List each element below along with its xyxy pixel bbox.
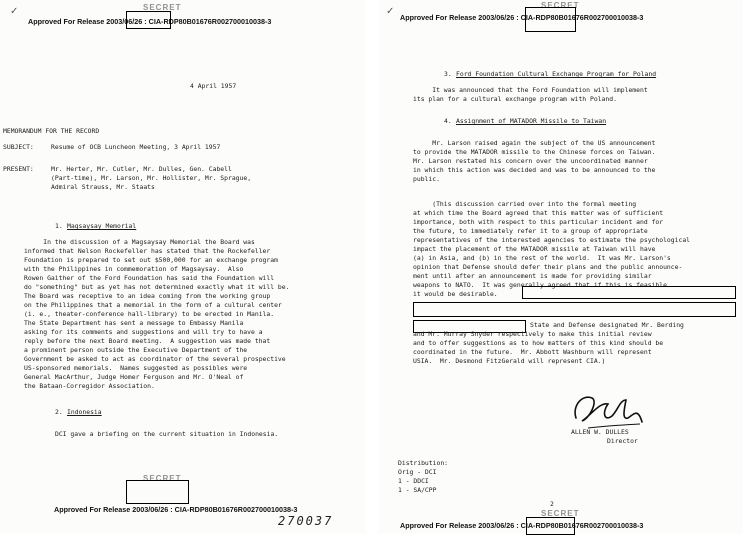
paragraph-line: General MacArthur, Judge Homer Ferguson and Mr. O'Neal of [24, 373, 244, 381]
paragraph-line: and to offer suggestions as to how matters of this kind should be [413, 339, 664, 347]
section-title: Ford Foundation Cultural Exchange Program for Poland [456, 70, 657, 78]
paragraph-line: informed that Nelson Rockefeller has stated that the Rockefeller [24, 247, 271, 255]
section-number: 3. [444, 70, 452, 78]
paragraph-line: weapons to NATO. It was generally agreed that if this is feasible [413, 281, 667, 289]
handwritten-number: 270037 [278, 514, 334, 528]
section-number: 2. [55, 408, 63, 416]
paragraph-line: It was announced that the Ford Foundation will implement [413, 86, 648, 94]
release-header-bottom: Approved For Release 2003/06/26 : CIA-RDP80B01676R002700010038-3 [54, 505, 298, 514]
scan-mark: ✓ [386, 6, 395, 17]
paragraph-line: The State Department has sent a message to Embassy Manila [24, 319, 244, 327]
present-line: Admiral Strauss, Mr. Staats [51, 183, 155, 191]
release-doc-id: CIA-RDP80B01676R002700010038-3 [148, 17, 272, 26]
redaction-box-footer [126, 480, 189, 504]
release-header-bottom: Approved For Release 2003/06/26 : CIA-RDP80B01676R002700010038-3 [400, 521, 644, 530]
paragraph-line: Rowen Gaither of the Ford Foundation has said the Foundation will [24, 274, 275, 282]
paragraph-line: its plan for a cultural exchange program with Poland. [413, 95, 617, 103]
paragraph-line: The Board was receptive to an idea coming from the working group [24, 292, 271, 300]
paragraph-line: do "something" but as yet has not determined exactly what it will be. [24, 283, 290, 291]
signature-title: Director [607, 437, 638, 445]
release-date: 2003/06/26 [132, 505, 169, 514]
paragraph-line: impact the placement of the MATADOR missile at Taiwan will have [413, 245, 656, 253]
paragraph-line: importance, both with respect to this particular incident and for [413, 218, 664, 226]
section-title: Magsaysay Memorial [67, 222, 137, 230]
subject-label: SUBJECT: [3, 143, 34, 151]
release-date: 2003/06/26 [478, 521, 515, 530]
paragraph-line: at which time the Board agreed that this matter was of sufficient [413, 209, 664, 217]
paragraph-line: ment until after an announcement is made for providing similar [413, 272, 652, 280]
paragraph-line: on the Philippines that a memorial in the form of a cultural center [24, 301, 282, 309]
release-date: 2003/06/26 [106, 17, 143, 26]
redaction-box-header [525, 7, 576, 32]
page-number: 2 [550, 500, 554, 508]
section-number: 1. [55, 222, 63, 230]
paragraph-line: USIA. Mr. Desmond FitzGerald will represent CIA.) [413, 357, 606, 365]
paragraph-line: with the Philippines in commemoration of Magsaysay. Also [24, 265, 244, 273]
paragraph-line: representatives of the interested agencies to estimate the psychological [413, 236, 691, 244]
distribution-item: 1 - SA/CPP [398, 486, 437, 494]
paragraph-line: the future, to immediately refer it to a group of appropriate [413, 227, 648, 235]
paragraph-line: in which this action was decided and was to be announced to the [413, 166, 656, 174]
paragraph-line: In the discussion of a Magsaysay Memorial the Board was [24, 238, 255, 246]
paragraph-line: (i. e., theater-conference hall-library) to be erected in Manila. [24, 310, 275, 318]
paragraph-line: (This discussion carried over into the formal meeting [413, 200, 637, 208]
distribution-item: 1 - DDCI [398, 477, 429, 485]
release-doc-id: CIA-RDP80B01676R002700010038-3 [520, 521, 644, 530]
distribution-label: Distribution: [398, 459, 449, 467]
present-line: Mr. Herter, Mr. Cutler, Mr. Dulles, Gen. Cabell [51, 165, 232, 173]
paragraph-line: coordinated in the future. Mr. Abbott Washburn will represent [413, 348, 652, 356]
release-header-top: Approved For Release 2003/06/26 : CIA-RDP80B01676R002700010038-3 [400, 13, 644, 22]
release-prefix: Approved For Release [400, 13, 477, 22]
redaction-box-header [126, 11, 171, 29]
paragraph-line: Foundation is prepared to set out $500,000 for an exchange program [24, 256, 278, 264]
release-doc-id: CIA-RDP80B01676R002700010038-3 [174, 505, 298, 514]
release-doc-id: CIA-RDP80B01676R002700010038-3 [520, 13, 644, 22]
paragraph-line: the Bataan-Corregidor Association. [24, 382, 155, 390]
paragraph-line: State and Defense designated Mr. Berding [530, 321, 684, 329]
redaction-box-line [522, 286, 736, 299]
release-prefix: Approved For Release [28, 17, 105, 26]
scan-mark: ✓ [10, 6, 19, 17]
paragraph-line: and Mr. Murray Snyder respectively to make this initial review [413, 330, 652, 338]
redaction-box-line [413, 302, 736, 317]
paragraph-line: a prominent person outside the Executive Department of the [24, 346, 248, 354]
paragraph-line: DCI gave a briefing on the current situation in Indonesia. [55, 430, 279, 438]
paragraph-line: Mr. Larson raised again the subject of the US announcement [413, 139, 656, 147]
section-number: 4. [444, 117, 452, 125]
release-prefix: Approved For Release [54, 505, 131, 514]
paragraph-line: asking for its comments and suggestions and will try to have a [24, 328, 263, 336]
paragraph-line: opinion that Defense should defer their plans and the public announce- [413, 263, 683, 271]
subject-text: Resume of OCB Luncheon Meeting, 3 April 1957 [51, 143, 221, 151]
paragraph-line: public. [413, 175, 440, 183]
release-prefix: Approved For Release [400, 521, 477, 530]
section-title: Indonesia [67, 408, 102, 416]
document-page-2 [378, 0, 743, 534]
document-page-1 [0, 0, 366, 534]
memo-date: 4 April 1957 [190, 82, 237, 90]
secret-stamp-top: SECRET [143, 3, 182, 12]
secret-stamp-bottom: SECRET [143, 474, 182, 483]
present-line: (Part-time), Mr. Larson, Mr. Hollister, Mr. Sprague, [51, 174, 252, 182]
paragraph-line: Mr. Larson restated his concern over the uncoordinated manner [413, 157, 648, 165]
paragraph-line: Government be asked to act as coordinator of the several prospective [24, 355, 286, 363]
paragraph-line: (a) in Asia, and (b) in the rest of the world. It was Mr. Larson's [413, 254, 671, 262]
paragraph-line: it would be desirable. [413, 290, 498, 298]
paragraph-line: reply before the next Board meeting. A suggestion was made that [24, 337, 271, 345]
signature-name: ALLEN W. DULLES [571, 428, 629, 436]
distribution-item: Orig - DCI [398, 468, 437, 476]
paragraph-line: to provide the MATADOR missile to the Chinese forces on Taiwan. [413, 148, 656, 156]
paragraph-line: US-sponsored memorials. Names suggested as possibles were [24, 364, 248, 372]
memo-title: MEMORANDUM FOR THE RECORD [3, 127, 100, 135]
release-date: 2003/06/26 [478, 13, 515, 22]
secret-stamp-bottom: SECRET [541, 509, 580, 518]
secret-stamp-top: SECRET [541, 1, 580, 10]
page-gutter [366, 0, 378, 534]
release-header-top: Approved For Release 2003/06/26 : CIA-RDP80B01676R002700010038-3 [28, 17, 272, 26]
section-title: Assignment of MATADOR Missile to Taiwan [456, 117, 607, 125]
present-label: PRESENT: [3, 165, 34, 173]
